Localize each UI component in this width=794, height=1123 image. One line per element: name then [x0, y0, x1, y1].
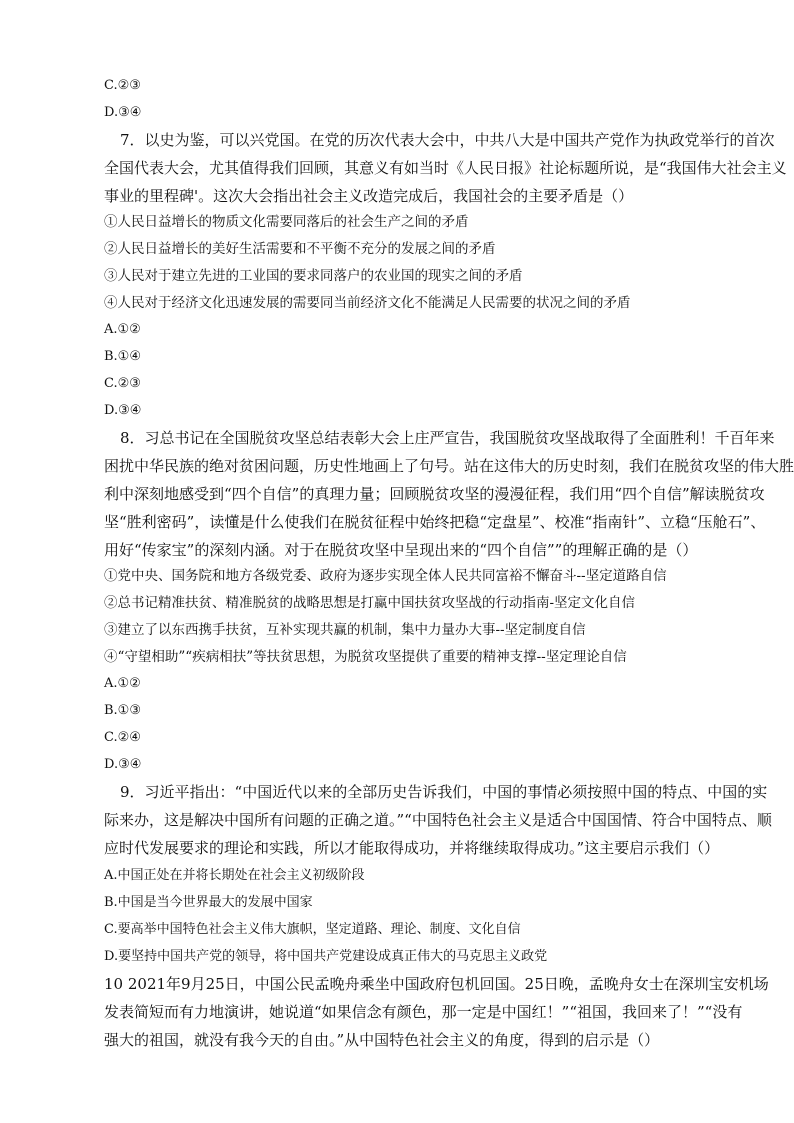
question-stem-line: 际来办，这是解决中国所有问题的正确之道。”“中国特色社会主义是适合中国国情、符合中国特点、顺	[104, 811, 772, 829]
statement: ③建立了以东西携手扶贫，互补实现共赢的机制，集中力量办大事--坚定制度自信	[104, 622, 586, 638]
question-stem-line: 7．以史为鉴，可以兴党国。在党的历次代表大会中，中共八大是中国共产党作为执政党举行的首次	[120, 131, 775, 149]
question-stem-line: 全国代表大会，尤其值得我们回顾，其意义有如当时《人民日报》社论标题所说，是“我国伟大社会主义	[104, 159, 787, 177]
question-stem-line: 应时代发展要求的理论和实践，所以才能取得成功，并将继续取得成功。”这主要启示我们（）	[104, 839, 720, 857]
option: A.中国正处在并将长期处在社会主义初级阶段	[104, 868, 365, 883]
question-stem-line: 强大的祖国，就没有我今天的自由。”从中国特色社会主义的角度，得到的启示是（）	[104, 1031, 660, 1049]
option: C.要高举中国特色社会主义伟大旗帜，坚定道路、理论、制度、文化自信	[104, 922, 521, 937]
option: D.要坚持中国共产党的领导，将中国共产党建设成真正伟大的马克思主义政党	[104, 949, 548, 964]
statement: ②人民日益增长的美好生活需要和不平衡不充分的发展之间的矛盾	[104, 241, 496, 257]
option: D.③④	[104, 105, 142, 120]
option: D.③④	[104, 757, 142, 772]
option: A.①②	[104, 676, 141, 691]
option: C.②③	[104, 78, 141, 93]
question-stem-line: 用好“传家宝”的深刻内涵。对于在脱贫攻坚中呈现出来的“四个自信””的理解正确的是（）	[104, 541, 698, 559]
question-stem-line: 8．习总书记在全国脱贫攻坚总结表彰大会上庄严宣告，我国脱贫攻坚战取得了全面胜利！千百年来	[120, 429, 775, 447]
option: B.中国是当今世界最大的发展中国家	[104, 895, 313, 910]
statement: ④“守望相助”“疾病相扶”等扶贫思想，为脱贫攻坚提供了重要的精神支撑--坚定理论自信	[104, 649, 627, 665]
question-stem-line: 坚“胜利密码”，读懂是什么使我们在脱贫征程中始终把稳“定盘星”、校准“指南针”、立稳“压舱石”、	[104, 513, 766, 531]
option: C.②④	[104, 730, 141, 745]
statement: ③人民对于建立先进的工业国的要求同落户的农业国的现实之间的矛盾	[104, 268, 523, 284]
option: D.③④	[104, 403, 142, 418]
option: B.①④	[104, 349, 141, 364]
question-stem-line: 发表简短而有力地演讲，她说道“如果信念有颜色，那一定是中国红！”“祖国，我回来了！”“没有	[104, 1003, 743, 1021]
question-stem-line: 9．习近平指出：“中国近代以来的全部历史告诉我们，中国的事情必须按照中国的特点、中国的实	[120, 783, 768, 801]
statement: ①人民日益增长的物质文化需要同落后的社会生产之间的矛盾	[104, 214, 469, 230]
statement: ①党中央、国务院和地方各级党委、政府为逐步实现全体人民共同富裕不懈奋斗--坚定道路自信	[104, 568, 667, 584]
statement: ②总书记精准扶贫、精准脱贫的战略思想是打赢中国扶贫攻坚战的行动指南-坚定文化自信	[104, 595, 636, 611]
question-stem-line: 事业的里程碑'。这次大会指出社会主义改造完成后，我国社会的主要矛盾是（）	[104, 187, 634, 205]
question-stem-line: 利中深刻地感受到“四个自信”的真理力量；回顾脱贫攻坚的漫漫征程，我们用“四个自信”解读脱贫攻	[104, 485, 765, 503]
option: C.②③	[104, 376, 141, 391]
option: A.①②	[104, 322, 141, 337]
option: B.①③	[104, 703, 141, 718]
statement: ④人民对于经济文化迅速发展的需要同当前经济文化不能满足人民需要的状况之间的矛盾	[104, 295, 631, 311]
question-stem-line: 10 2021年9月25日，中国公民孟晚舟乘坐中国政府包机回国。25日晚，孟晚舟女士在深圳宝安机场	[104, 975, 769, 993]
question-stem-line: 困扰中华民族的绝对贫困问题，历史性地画上了句号。站在这伟大的历史时刻，我们在脱贫攻坚的伟大胜	[104, 457, 794, 475]
